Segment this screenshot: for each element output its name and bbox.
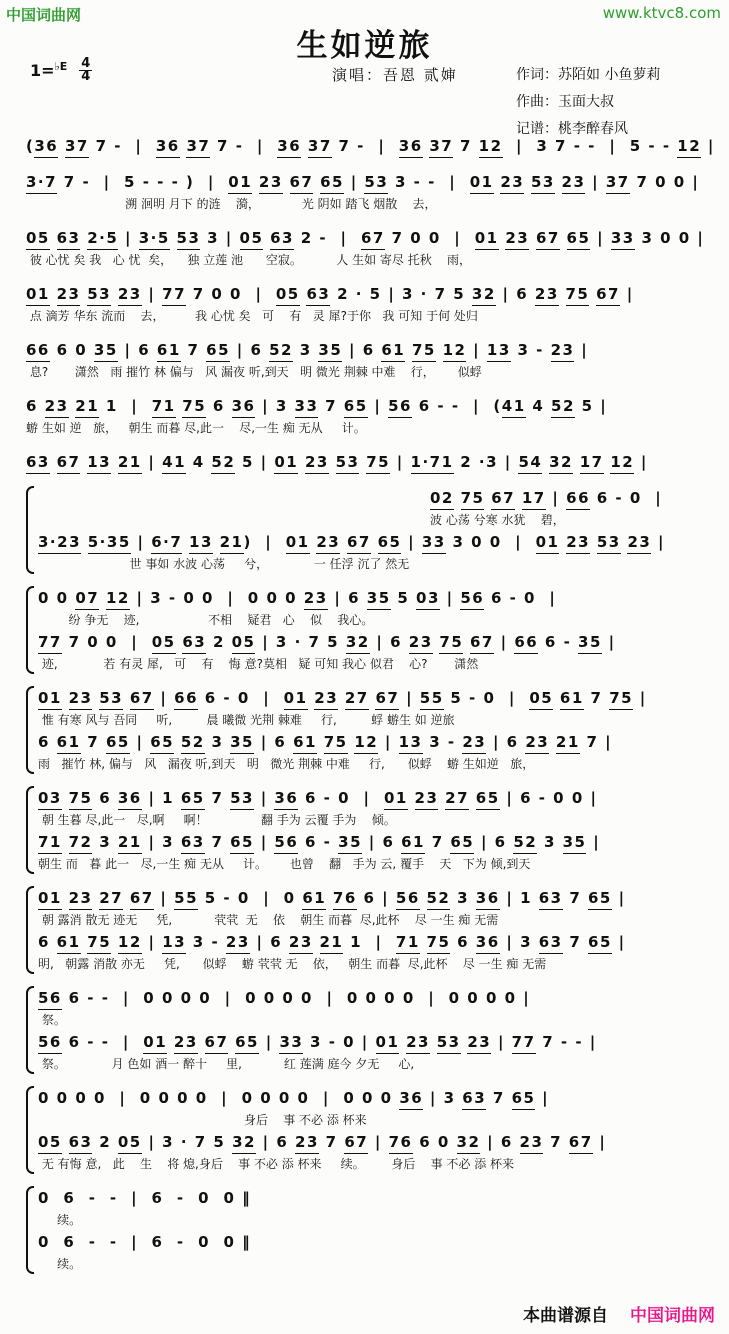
music-system-4 bbox=[26, 282, 717, 326]
lyrics-line: 溯 洄明 月下 的涟 漪， 光 阴如 踏飞 烟散 去， bbox=[26, 197, 437, 211]
music-system-11-duet bbox=[26, 786, 717, 874]
music-system-12-duet bbox=[26, 886, 717, 974]
notation-line: 01 23 53 23 | 77 7 0 0 | 05 63 2 · 5 | 3 · 7 5 32 | 6 23 75 67 | bbox=[26, 282, 717, 306]
lyrics-line-voice1: 身后 事 不必 添 杯来 bbox=[38, 1113, 367, 1127]
staff-bracket-icon bbox=[26, 586, 34, 674]
site-url-top-right: www.ktvc8.com bbox=[602, 4, 721, 22]
time-bottom: 4 bbox=[81, 69, 91, 84]
notation-line-voice1: 01 23 27 67 | 55 5 - 0 | 0 61 76 6 | 56 52 3 36 | 1 63 7 65 | bbox=[38, 886, 717, 910]
staff-bracket-icon bbox=[26, 686, 34, 774]
music-system-5 bbox=[26, 338, 717, 382]
notation-line: 05 63 2·5 | 3·5 53 3 | 05 63 2 - | 67 7 0 0 | 01 23 67 65 | 33 3 0 0 | bbox=[26, 226, 717, 250]
staff-bracket-icon bbox=[26, 1086, 34, 1174]
staff-bracket-icon bbox=[26, 986, 34, 1074]
music-system-15-duet bbox=[26, 1186, 717, 1274]
notation-line-voice1: 56 6 - - | 0 0 0 0 | 0 0 0 0 | 0 0 0 0 | 0 0 0 0 | bbox=[38, 986, 717, 1010]
notation-line-voice1: 01 23 53 67 | 66 6 - 0 | 01 23 27 67 | 55 5 - 0 | 05 61 7 75 | bbox=[38, 686, 717, 710]
key-note: ♭E bbox=[54, 60, 68, 73]
notation-line: 3·7 7 - | 5 - - - ) | 01 23 67 65 | 53 3 - - | 01 23 53 23 | 37 7 0 0 | bbox=[26, 170, 717, 194]
page-title: 生如逆旅 bbox=[296, 28, 433, 64]
lyrics-line-voice1: 波 心荡 兮寒 水犹 碧， bbox=[430, 513, 565, 527]
notation-line-voice1: 03 75 6 36 | 1 65 7 53 | 36 6 - 0 | 01 23 27 65 | 6 - 0 0 | bbox=[38, 786, 717, 810]
lyrics-line-voice2: 续。 bbox=[38, 1257, 82, 1271]
notation-line: 6 23 21 1 | 71 75 6 36 | 3 33 7 65 | 56 6 - - | (41 4 52 5 | bbox=[26, 394, 717, 418]
notation-line-voice1: 02 75 67 17 | 66 6 - 0 | bbox=[38, 486, 717, 510]
lyrics-line: 蝣 生如 逆 旅， 朝生 而暮 尽,此一 尽,一生 痴 无从 计。 bbox=[26, 421, 366, 435]
lyrics-line: 点 滴芳 华东 流而 去， 我 心忧 矣 可 有 灵 犀?于你 我 可知 于何 处归 bbox=[26, 309, 478, 323]
music-system-3 bbox=[26, 226, 717, 270]
notation-line: 66 6 0 35 | 6 61 7 65 | 6 52 3 35 | 6 61 75 12 | 13 3 - 23 | bbox=[26, 338, 717, 362]
staff-bracket-icon bbox=[26, 1186, 34, 1274]
notation-line: (36 37 7 - | 36 37 7 - | 36 37 7 - | 36 37 7 12 | 3 7 - - | 5 - - 12 | bbox=[26, 134, 717, 158]
lyrics-line-voice2: 世 事如 水波 心荡 兮， 一 任浮 沉了 然无 bbox=[38, 557, 410, 571]
lyrics-line-voice1: 惟 有寒 风与 吾同 听, 晨 曦微 光荆 棘难 行, 蜉 蝣生 如 逆旅 bbox=[38, 713, 455, 727]
site-name-top-left: 中国词曲网 bbox=[6, 6, 82, 24]
key-prefix: 1= bbox=[30, 61, 55, 80]
notation-line-voice1: 0 0 0 0 | 0 0 0 0 | 0 0 0 0 | 0 0 0 36 | 3 63 7 65 | bbox=[38, 1086, 717, 1110]
notation-line-voice2: 71 72 3 21 | 3 63 7 65 | 56 6 - 35 | 6 61 7 65 | 6 52 3 35 | bbox=[38, 830, 717, 854]
lyrics-line-voice2: 祭。 月 色如 酒一 醉十 里, 红 莲满 庭今 夕无 心, bbox=[38, 1057, 415, 1071]
staff-bracket-icon bbox=[26, 786, 34, 874]
staff-bracket-icon bbox=[26, 486, 34, 574]
lyrics-line-voice1: 祭。 bbox=[38, 1013, 66, 1027]
staff-bracket-icon bbox=[26, 886, 34, 974]
notation-line-voice2: 56 6 - - | 01 23 67 65 | 33 3 - 0 | 01 23 53 23 | 77 7 - - | bbox=[38, 1030, 717, 1054]
score-area bbox=[26, 134, 717, 1286]
notation-line-voice2: 05 63 2 05 | 3 · 7 5 32 | 6 23 7 67 | 76 6 0 32 | 6 23 7 67 | bbox=[38, 1130, 717, 1154]
lyrics-line-voice2: 无 有悔 意, 此 生 将 熄,身后 事 不必 添 杯来 续。 身后 事 不必 添 杯来 bbox=[38, 1157, 515, 1171]
credits-block bbox=[516, 62, 660, 143]
time-top: 4 bbox=[81, 56, 91, 71]
notation-line: 63 67 13 21 | 41 4 52 5 | 01 23 53 75 | 1·71 2 ·3 | 54 32 17 12 | bbox=[26, 450, 717, 474]
lyrics-line-voice2: 雨 摧竹 林, 偏与 风 漏夜 听,到天 明 微光 荆棘 中难 行, 似蜉 蝣 生如逆 旅， bbox=[38, 757, 535, 771]
music-system-10-duet bbox=[26, 686, 717, 774]
notation-line-voice2: 6 61 7 65 | 65 52 3 35 | 6 61 75 12 | 13 3 - 23 | 6 23 21 7 | bbox=[38, 730, 717, 754]
time-signature bbox=[79, 58, 92, 83]
lyrics-line: 彼 心忧 矣 我 心 忧 矣， 独 立莲 池 空寂。 人 生如 寄尽 托秋 雨， bbox=[26, 253, 471, 267]
notation-line-voice2: 0 6 - - | 6 - 0 0 ‖ bbox=[38, 1233, 252, 1251]
credit-transcriber: 记谱：桃李醉春风 bbox=[516, 121, 628, 137]
key-signature bbox=[30, 58, 92, 83]
notation-line-voice2: 77 7 0 0 | 05 63 2 05 | 3 · 7 5 32 | 6 23 75 67 | 66 6 - 35 | bbox=[38, 630, 717, 654]
credit-composer: 作曲：玉面大叔 bbox=[516, 94, 614, 110]
lyrics-line-voice2: 迹, 若 有灵 犀, 可 有 悔 意?莫相 疑 可知 我心 似君 心? 潇然 bbox=[38, 657, 479, 671]
music-system-8-duet bbox=[26, 486, 717, 574]
lyrics-line-voice1: 续。 bbox=[38, 1213, 82, 1227]
music-system-6 bbox=[26, 394, 717, 438]
lyrics-line-voice2: 朝生 而 暮 此一 尽,一生 痴 无从 计。 也曾 翻 手为 云, 覆手 天 下为 倾,到天 bbox=[38, 857, 531, 871]
notation-line-voice2: 6 61 75 12 | 13 3 - 23 | 6 23 21 1 | 71 75 6 36 | 3 63 7 65 | bbox=[38, 930, 717, 954]
music-system-14-duet bbox=[26, 1086, 717, 1174]
footer-attribution bbox=[523, 1301, 715, 1326]
lyrics-line-voice1: 纷 争无 迹, 不相 疑君 心 似 我心。 bbox=[38, 613, 374, 627]
music-system-13-duet bbox=[26, 986, 717, 1074]
notation-line-voice1: 0 0 07 12 | 3 - 0 0 | 0 0 0 23 | 6 35 5 03 | 56 6 - 0 | bbox=[38, 586, 717, 610]
performer-line: 演唱：吾恩 贰婶 bbox=[332, 66, 458, 84]
lyrics-line-voice1: 朝 露消 散无 迹无 凭, 茕茕 无 依 朝生 而暮 尽,此杯 尽 一生 痴 无需 bbox=[38, 913, 499, 927]
footer-site-name: 中国词曲网 bbox=[630, 1306, 715, 1326]
music-system-7 bbox=[26, 450, 717, 474]
lyrics-line-voice1: 朝 生暮 尽,此一 尽,啊 啊！ 翻 手为 云覆 手为 倾。 bbox=[38, 813, 396, 827]
lyrics-line-voice2: 明, 朝露 消散 亦无 凭, 似蜉 蝣 茕茕 无 依， 朝生 而暮 尽,此杯 尽 一生 痴 无需 bbox=[38, 957, 547, 971]
music-system-2 bbox=[26, 170, 717, 214]
notation-line-voice2: 3·23 5·35 | 6·7 13 21) | 01 23 67 65 | 33 3 0 0 | 01 23 53 23 | bbox=[38, 530, 717, 554]
credit-lyricist: 作词：苏陌如 小鱼萝莉 bbox=[516, 67, 661, 83]
music-system-1 bbox=[26, 134, 717, 158]
footer-source-label: 本曲谱源自 bbox=[523, 1306, 608, 1326]
lyrics-line: 息? 潇然 雨 摧竹 林 偏与 风 漏夜 听,到天 明 微光 荆棘 中难 行， 似蜉 bbox=[26, 365, 482, 379]
music-system-9-duet bbox=[26, 586, 717, 674]
notation-line-voice1: 0 6 - - | 6 - 0 0 ‖ bbox=[38, 1189, 252, 1207]
